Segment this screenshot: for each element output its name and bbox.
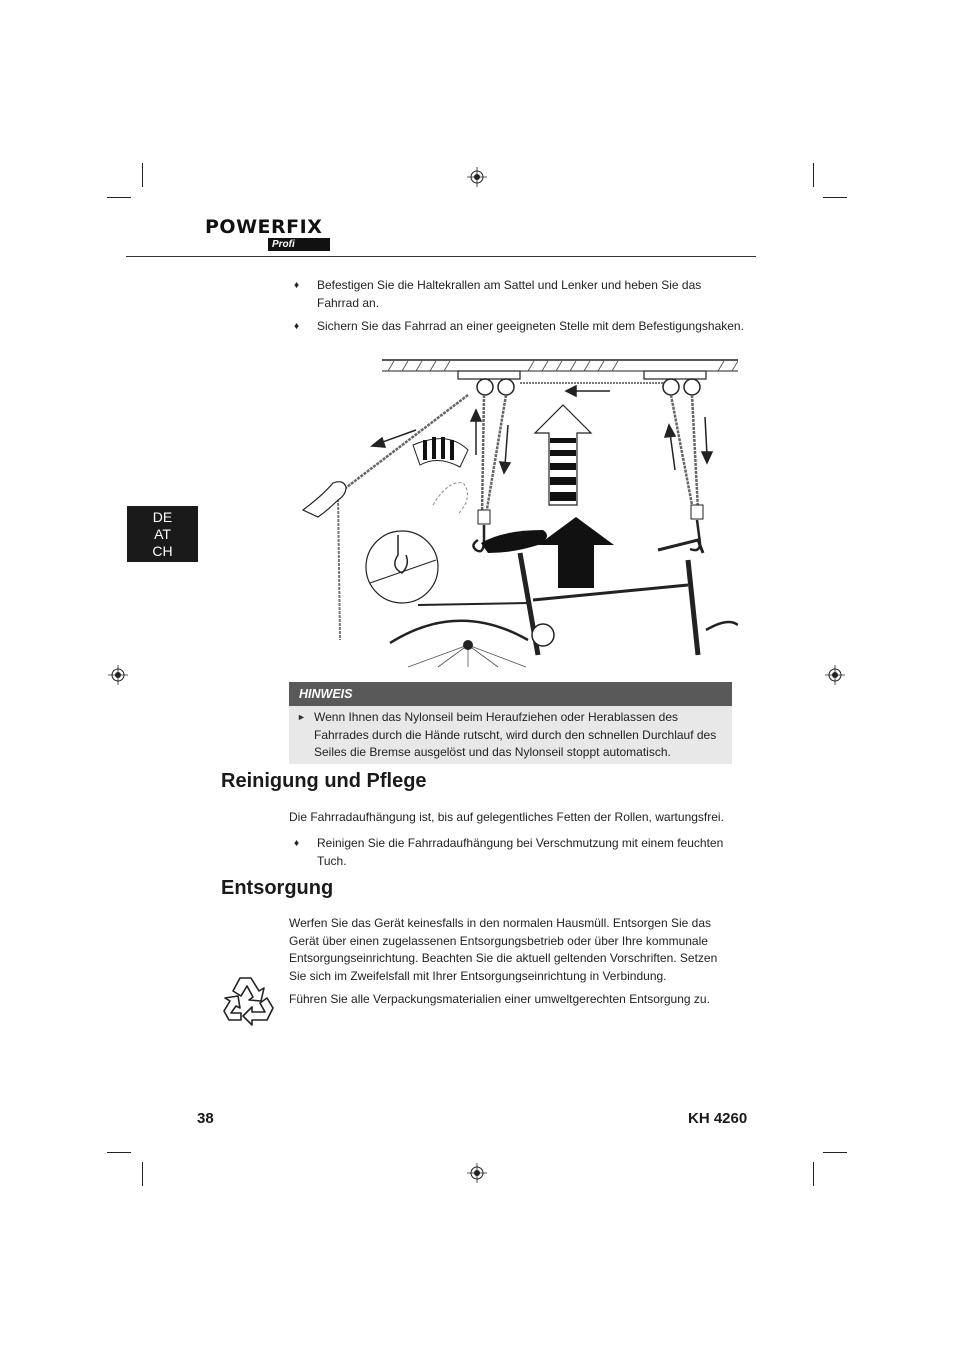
disposal-paragraph: Werfen Sie das Gerät keinesfalls in den normalen Hausmüll. Entsorgen Sie das Gerät über einen zugelassenen Entsorgungsbetrieb oder über Ihre kommunale Entsorgungseinrichtung. Beachten Sie die aktuell geltenden Vorschriften. Setzen Sie sich im Zweifelsfall mit Ihrer Entsorgungseinrichtung in Verbindung. xyxy=(289,916,718,983)
bullet-diamond-icon: ♦ xyxy=(294,321,300,332)
bullet-diamond-icon: ♦ xyxy=(294,838,300,849)
cleaning-bullet-text: Reinigen Sie die Fahrradaufhängung bei Verschmutzung mit einem feuchten Tuch. xyxy=(317,836,724,868)
language-tab xyxy=(127,506,198,562)
disposal-paragraph: Führen Sie alle Verpackungsmaterialien einer umweltgerechten Entsorgung zu. xyxy=(289,992,710,1006)
crop-mark xyxy=(107,197,131,198)
instruction-text: Befestigen Sie die Haltekrallen am Sattel und Lenker und heben Sie das Fahrrad an. xyxy=(317,278,702,310)
brand-name: POWERFIX xyxy=(205,216,323,238)
section-heading-disposal: Entsorgung xyxy=(221,877,334,899)
bicycle-lift-illustration xyxy=(298,355,738,670)
lang-at: AT xyxy=(154,526,171,542)
note-header: HINWEIS xyxy=(289,682,732,706)
instruction-text: Sichern Sie das Fahrrad an einer geeigneten Stelle mit dem Befestigungshaken. xyxy=(317,319,744,333)
cleaning-intro: Die Fahrradaufhängung ist, bis auf gelegentliches Fetten der Rollen, wartungsfrei. xyxy=(289,810,724,824)
triangle-arrow-icon: ► xyxy=(297,712,306,722)
brand-logo xyxy=(205,216,330,254)
crop-mark xyxy=(813,1162,814,1186)
header-rule xyxy=(126,256,756,257)
crop-mark xyxy=(107,1152,131,1153)
registration-mark-icon xyxy=(108,665,128,685)
note-text: Wenn Ihnen das Nylonseil beim Heraufziehen oder Herablassen des Fahrrades durch die Hände rutscht, wird durch den schnellen Durchlauf des Seiles die Bremse ausgelöst und das Nylonseil stoppt automatisch. xyxy=(314,710,717,759)
page-number: 38 xyxy=(197,1110,214,1127)
crop-mark xyxy=(142,163,143,187)
registration-mark-icon xyxy=(467,1163,487,1183)
bullet-diamond-icon: ♦ xyxy=(294,280,300,291)
note-box xyxy=(289,706,732,764)
crop-mark xyxy=(142,1162,143,1186)
lang-de: DE xyxy=(152,509,173,525)
registration-mark-icon xyxy=(467,167,487,187)
recycle-icon xyxy=(221,974,279,1028)
section-heading-cleaning: Reinigung und Pflege xyxy=(221,770,427,792)
list-item xyxy=(294,835,734,871)
model-number: KH 4260 xyxy=(688,1110,748,1127)
lang-ch: CH xyxy=(152,543,173,559)
crop-mark xyxy=(813,163,814,187)
registration-mark-icon xyxy=(825,665,845,685)
crop-mark xyxy=(823,1152,847,1153)
brand-sub: Profi xyxy=(268,238,330,251)
crop-mark xyxy=(823,197,847,198)
list-item xyxy=(294,318,744,336)
list-item xyxy=(294,277,734,313)
